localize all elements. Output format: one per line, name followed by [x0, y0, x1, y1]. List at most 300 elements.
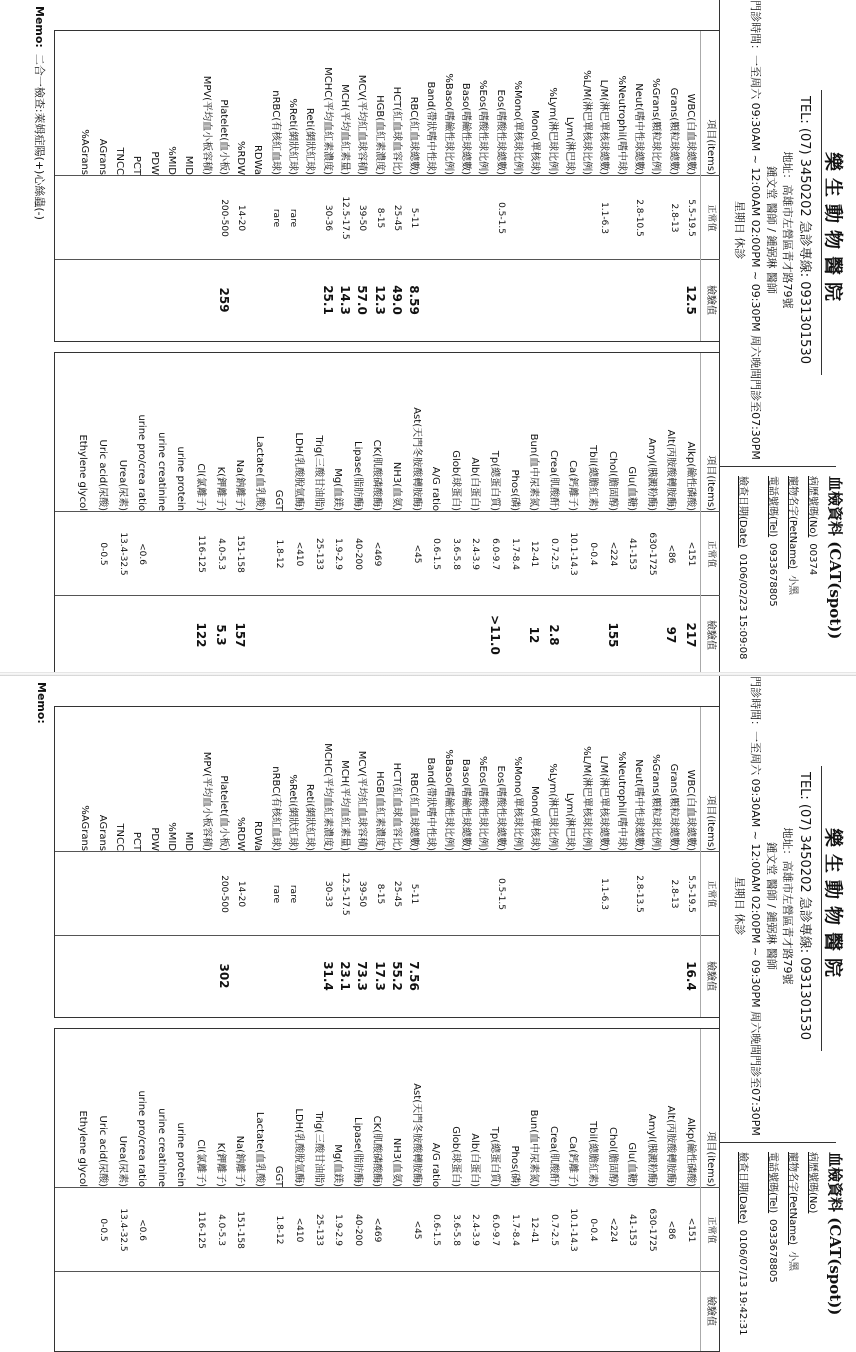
test-result: 57.0 [355, 285, 370, 315]
test-name: Lipase(脂肪酶) [351, 1117, 363, 1187]
table-row [181, 31, 196, 341]
clinic-address: 地址：高雄市左營區青才路79號 [781, 827, 794, 985]
test-name: Alb(白蛋白) [469, 457, 481, 511]
normal-range: 116-125 [196, 535, 206, 573]
test-name: Uric acid(尿酸) [97, 1115, 108, 1187]
test-name: Band(帶狀嗜中性球) [425, 81, 437, 175]
test-name: Ast(天門冬胺酸轉胺酶) [410, 1083, 422, 1187]
test-result: 55.2 [389, 961, 404, 991]
table-row [302, 31, 317, 341]
normal-range: 2.4-3.9 [470, 1214, 481, 1246]
test-name: Bun(血中尿素氮) [528, 1109, 540, 1187]
normal-range: 0.6-1.5 [431, 1214, 442, 1246]
test-name: Trig(三酸甘油脂) [312, 1111, 324, 1187]
table-row [663, 353, 678, 675]
test-name: TNCC [114, 147, 126, 175]
test-name: CK(肌酸磷酸酶) [371, 1115, 383, 1187]
test-name: %MID [166, 146, 177, 175]
test-name: Ast(天門冬胺酸轉胺酶) [410, 407, 422, 511]
table-row [134, 353, 149, 675]
test-name: Mg(血鎂) [332, 468, 344, 511]
owner-phone [767, 1152, 782, 1283]
header-items: 項目(items) [705, 455, 716, 511]
test-name: MCV(平均紅血球容積) [356, 74, 368, 175]
pet-name [787, 1152, 802, 1271]
header-items: 項目(items) [705, 795, 716, 851]
test-name: %Eos(嗜酸性球比例) [477, 80, 489, 175]
case-number-value: 00374 [807, 543, 818, 576]
normal-range: 5.5-19.5 [686, 875, 696, 913]
table-row [597, 707, 612, 1017]
test-name: %Reti(網狀紅球) [287, 774, 299, 851]
header-normal: 正常值 [706, 1216, 716, 1244]
header-result: 檢驗值 [705, 961, 716, 991]
test-name: K(鉀離子) [214, 466, 226, 511]
normal-range: 3.6-5.8 [450, 1214, 461, 1246]
exam-date [737, 476, 752, 659]
clinic-closed-day: 星期日 休診 [733, 876, 746, 936]
test-name: Mono(單核球) [529, 785, 541, 851]
table-row [487, 353, 502, 675]
test-name: L/M(淋巴單核球總數) [598, 79, 610, 175]
table-row [648, 31, 663, 341]
header-items: 項目(items) [705, 1131, 716, 1187]
table-row [112, 707, 127, 1017]
table-row [95, 353, 110, 675]
test-name: Crea(肌酸酐) [547, 450, 559, 511]
test-name: urine creatinine [155, 432, 167, 511]
hours-line-2: 02:00PM ~ 09:30PM 周六晚間門診至07:30PM [749, 219, 762, 460]
test-name: WBC(白血球總數) [685, 93, 696, 175]
header-rule [700, 353, 701, 675]
test-result: 73.3 [355, 961, 370, 991]
memo [32, 6, 48, 220]
test-name: Platelet(血小板) [217, 775, 229, 851]
header-normal: 正常值 [706, 204, 716, 232]
table-row [350, 1029, 365, 1351]
test-name: HGB(血紅素濃度) [373, 95, 385, 175]
table-row [320, 31, 335, 341]
table-row [129, 31, 144, 341]
report-title: 血檢資料 (CAT(spot)) [826, 1152, 844, 1316]
normal-range: <86 [666, 1220, 677, 1240]
test-name: TNCC [114, 823, 126, 851]
test-name: %RDW [235, 140, 247, 175]
table-row [510, 31, 525, 341]
table-row [154, 1029, 169, 1351]
normal-range: 30-36 [322, 204, 333, 232]
normal-range: 6.0-9.7 [490, 1214, 500, 1246]
normal-range: 4.0-5.3 [215, 1214, 226, 1246]
test-name: Phos(磷) [508, 469, 520, 511]
normal-range: 1.7-8.4 [509, 1214, 520, 1246]
test-name: Phos(磷) [508, 1145, 520, 1187]
table-row [507, 353, 522, 675]
normal-range: 8-15 [374, 207, 385, 229]
clinic-address: 地址：高雄市左營區青才路79號 [781, 151, 794, 309]
test-name: urine pro/crea ratio [136, 414, 148, 511]
table-row [193, 1029, 208, 1351]
table-row [216, 31, 231, 341]
table-row [389, 353, 404, 675]
test-name: GGT [273, 1165, 285, 1187]
test-result: 14.3 [338, 285, 352, 315]
title-underline [821, 766, 822, 1051]
table-row [475, 31, 490, 341]
normal-range: 12.5-17.5 [340, 196, 350, 240]
table-row [199, 707, 214, 1017]
test-name: %Lym(淋巴球比例) [546, 87, 558, 175]
table-row [199, 31, 214, 341]
test-name: PDW [148, 151, 160, 175]
memo-value: 二合一檢查:萊姆症陽(+)心絲蟲(-) [33, 53, 46, 220]
table-row [181, 707, 196, 1017]
table-row [213, 353, 228, 675]
clinic-name: 樂生動物醫院 [822, 151, 844, 308]
normal-range: <469 [372, 541, 383, 567]
table-row [428, 1029, 443, 1351]
test-name: Tp(總蛋白質) [489, 450, 500, 511]
table-row [302, 707, 317, 1017]
test-name: urine pro/crea ratio [136, 1090, 148, 1187]
test-result: 23.1 [338, 961, 352, 991]
table-row [644, 353, 659, 675]
normal-range: rare [288, 884, 299, 904]
normal-range: 5-11 [409, 207, 420, 229]
test-name: LDH(乳酸脫氫酶) [293, 432, 304, 511]
table-row [683, 353, 698, 675]
table-row [75, 353, 90, 675]
blood-report-sheet-1 [0, 0, 856, 675]
test-name: Alt(丙胺酸轉胺酶) [665, 429, 677, 511]
test-name: urine protein [175, 446, 187, 511]
test-result: 122 [194, 622, 208, 648]
test-name: Ca(鈣離子) [567, 460, 579, 511]
test-name: AGrans [96, 814, 108, 851]
test-result: 31.4 [320, 961, 335, 991]
normal-range: 30-33 [322, 880, 333, 908]
test-result: 16.4 [684, 961, 698, 991]
test-name: Glu(血糖) [626, 466, 638, 511]
table-row [285, 31, 300, 341]
normal-range: 41-153 [627, 538, 638, 570]
normal-range: 0.5-1.5 [495, 202, 506, 234]
normal-range: 10.1-14.3 [568, 1208, 579, 1252]
header-result: 檢驗值 [705, 1296, 716, 1326]
test-name: %Neutrophil(嗜中球) [615, 75, 627, 175]
test-name: Ethylene glycol [77, 434, 89, 511]
table-row [354, 707, 369, 1017]
test-name: Na(鈉離子) [234, 459, 246, 511]
test-name: Baso(嗜鹼性球總數) [460, 82, 472, 175]
header-divider [720, 1142, 836, 1143]
table-row [320, 707, 335, 1017]
normal-range: 10.1-14.3 [568, 532, 579, 576]
test-name: Reti(網狀紅球) [304, 107, 316, 175]
hours-line-1: 門診時間：一至周六 09:30AM ~ 12:00AM [749, 0, 762, 217]
table-row [354, 31, 369, 341]
table-row [424, 707, 439, 1017]
table-row [510, 707, 525, 1017]
table-row [648, 707, 663, 1017]
table-row [291, 1029, 306, 1351]
test-name: L/M(淋巴單核球總數) [598, 755, 610, 851]
test-name: MID [183, 155, 195, 175]
normal-range: 1.8-12 [274, 539, 285, 569]
test-name: %L/M(淋巴單核球比例) [581, 746, 593, 851]
test-name: HCT(紅血球血容比) [390, 86, 402, 175]
normal-range: rare [270, 208, 281, 228]
header-rule [700, 707, 701, 1017]
test-result: 217 [684, 622, 698, 648]
test-name: MPV(平均血小板容積) [200, 75, 212, 175]
test-name: Glob(球蛋白) [449, 450, 461, 511]
table-row [428, 353, 443, 675]
test-name: MPV(平均血小板容積) [200, 751, 212, 851]
report-title: 血檢資料 (CAT(spot)) [826, 476, 844, 640]
table-row [448, 353, 463, 675]
normal-range: 3.6-5.8 [450, 538, 461, 570]
test-name: RDWa [252, 820, 264, 851]
cbc-table [54, 30, 720, 342]
pet-name-label: 寵物名字(PetName) [787, 476, 798, 570]
table-row [624, 353, 639, 675]
table-row [233, 707, 248, 1017]
table-row [271, 1029, 286, 1351]
clinic-hours [748, 676, 764, 1136]
test-name: %Mono(單核球比例) [512, 80, 523, 175]
table-row [546, 353, 561, 675]
table-row [134, 1029, 149, 1351]
pet-name-label: 寵物名字(PetName) [787, 1152, 798, 1246]
normal-range: 40-200 [352, 538, 363, 570]
table-row [193, 353, 208, 675]
normal-range: 12-41 [529, 1216, 540, 1244]
table-row [409, 353, 424, 675]
test-name: %Grans(顆粒球比例) [650, 78, 662, 175]
test-name: Lym(淋巴球) [563, 792, 575, 851]
test-name: RDWa [252, 144, 264, 175]
clinic-hours [748, 0, 764, 460]
test-name: %L/M(淋巴單核球比例) [581, 70, 593, 175]
header-items: 項目(items) [705, 119, 716, 175]
test-result: >11.0 [488, 615, 502, 655]
table-row [631, 31, 646, 341]
table-row [663, 1029, 678, 1351]
table-header [703, 353, 718, 675]
normal-range: 13.4-32.5 [117, 1208, 128, 1252]
normal-range: rare [288, 208, 299, 228]
table-row [95, 707, 110, 1017]
normal-range: 2.8-13 [668, 203, 679, 233]
pet-name [787, 476, 802, 595]
table-row [173, 353, 188, 675]
normal-range: 12.5-17.5 [340, 872, 350, 916]
normal-range: 25-133 [313, 538, 324, 570]
table-row [115, 1029, 130, 1351]
pet-name-value: 小黑 [787, 575, 798, 596]
table-row [683, 1029, 698, 1351]
table-row [565, 353, 580, 675]
test-name: PCT [131, 155, 143, 175]
test-name: Eos(嗜酸性球總數) [494, 89, 506, 175]
normal-range: <151 [686, 1217, 696, 1243]
normal-range: 630-1725 [646, 532, 657, 576]
normal-range: <45 [411, 1220, 422, 1240]
table-row [666, 31, 681, 341]
table-row [154, 353, 169, 675]
normal-range: <224 [607, 1217, 618, 1243]
test-name: MCV(平均紅血球容積) [356, 750, 368, 851]
table-row [129, 707, 144, 1017]
test-name: MCH(平均血紅素量) [339, 760, 350, 851]
memo-label: Memo: [35, 682, 48, 724]
test-result: 97 [664, 626, 679, 644]
header-result: 檢驗值 [705, 285, 716, 315]
normal-range: 14-20 [236, 880, 247, 908]
test-result: 155 [605, 622, 620, 648]
test-name: MCHC(平均血紅素濃度) [321, 67, 333, 175]
table-row [475, 707, 490, 1017]
test-name: Na(鈉離子) [234, 1135, 246, 1187]
table-row [424, 31, 439, 341]
test-name: %AGrans [79, 805, 91, 851]
table-row [252, 1029, 267, 1351]
normal-range: 200-500 [218, 199, 229, 237]
test-name: GGT [273, 489, 285, 511]
test-name: PCT [131, 831, 143, 851]
table-row [164, 707, 179, 1017]
test-name: WBC(白血球總數) [685, 769, 696, 851]
test-result: 157 [233, 622, 248, 648]
table-row [350, 353, 365, 675]
table-row [467, 1029, 482, 1351]
normal-range: <469 [372, 1217, 383, 1243]
test-result: 2.8 [546, 624, 561, 646]
table-row [369, 353, 384, 675]
case-number-label: 病歷號碼(No) [807, 476, 818, 538]
test-result: 5.3 [213, 624, 228, 646]
table-row [666, 707, 681, 1017]
table-row [441, 31, 456, 341]
test-name: Amyl(胰澱粉酶) [645, 1113, 657, 1187]
test-name: Tbil(總膽紅素) [587, 445, 598, 511]
table-row [406, 707, 421, 1017]
test-name: Neut(嗜中性球總數) [633, 83, 645, 175]
normal-range: 2.8-13.5 [634, 875, 645, 913]
table-row [291, 353, 306, 675]
test-name: HGB(血紅素濃度) [373, 771, 385, 851]
test-name: Alb(白蛋白) [469, 1133, 481, 1187]
exam-date-value: 0106/07/13 19:42:31 [737, 1229, 748, 1336]
test-name: %Mono(單核球比例) [512, 756, 523, 851]
test-name: Mg(血鎂) [332, 1144, 344, 1187]
table-row [597, 31, 612, 341]
normal-range: 0-0.5 [98, 1218, 108, 1242]
table-row [458, 707, 473, 1017]
table-row [467, 353, 482, 675]
table-row [330, 353, 345, 675]
test-name: K(鉀離子) [214, 1142, 226, 1187]
test-name: Band(帶狀嗜中性球) [425, 757, 437, 851]
clinic-vets: 鍾文堂 醫師 / 鍾弼琳 醫師 [765, 842, 778, 970]
normal-range: 40-200 [352, 1214, 363, 1246]
normal-range: 1.1-6.3 [599, 202, 610, 234]
owner-phone-label: 電話號碼(Tel) [767, 476, 778, 538]
table-row [409, 1029, 424, 1351]
test-name: nRBC(有核紅血球) [269, 90, 281, 175]
clinic-phone: TEL: (07) 3450202 急診專線: 0931301530 [797, 772, 812, 1040]
table-row [605, 1029, 620, 1351]
test-name: Grans(顆粒球總數) [667, 763, 679, 851]
table-row [252, 353, 267, 675]
normal-range: 0-0.4 [588, 1218, 598, 1242]
test-name: A/G ratio [430, 1142, 442, 1187]
table-header [703, 1029, 718, 1351]
owner-phone-value: 0933678805 [767, 1219, 778, 1283]
table-row [565, 1029, 580, 1351]
normal-range: <0.6 [137, 1219, 148, 1241]
test-name: Uric acid(尿酸) [97, 439, 108, 511]
normal-range: <0.6 [137, 543, 148, 565]
normal-range: 8-15 [374, 883, 385, 905]
test-name: Lactate(血乳酸) [253, 1111, 265, 1187]
test-name: RBC(紅血球總數) [408, 96, 420, 175]
table-row [369, 1029, 384, 1351]
test-name: HCT(紅血球血容比) [390, 762, 402, 851]
test-name: %Baso(嗜鹼性球比例) [442, 749, 454, 851]
table-row [389, 1029, 404, 1351]
header-rule [700, 1029, 701, 1351]
normal-range: 1.7-8.4 [509, 538, 520, 570]
table-row [112, 31, 127, 341]
table-row [579, 31, 594, 341]
test-name: urine protein [175, 1122, 187, 1187]
table-row [389, 31, 404, 341]
test-name: MCHC(平均血紅素濃度) [321, 743, 333, 851]
table-row [330, 1029, 345, 1351]
chemistry-table [54, 1028, 720, 1352]
table-row [493, 31, 508, 341]
test-name: %Baso(嗜鹼性球比例) [442, 73, 454, 175]
test-name: NH3(血氨) [391, 1137, 402, 1187]
normal-range: 2.8-10.5 [634, 199, 645, 237]
test-name: PDW [148, 827, 160, 851]
table-row [285, 707, 300, 1017]
hours-line-2: 02:00PM ~ 09:30PM 周六晚間門診至07:30PM [749, 895, 762, 1136]
test-name: %Reti(網狀紅球) [287, 98, 299, 175]
normal-range: 2.8-13 [668, 879, 679, 909]
test-name: Ca(鈣離子) [567, 1136, 579, 1187]
test-name: Lym(淋巴球) [563, 116, 575, 175]
header-rule [700, 31, 701, 341]
test-name: Cl(氯離子) [195, 463, 206, 511]
table-row [487, 1029, 502, 1351]
normal-range: 116-125 [196, 1211, 206, 1249]
test-name: Bun(血中尿素氮) [528, 433, 540, 511]
normal-range: 5-11 [409, 883, 420, 905]
normal-range: 200-500 [218, 875, 229, 913]
test-name: Glob(球蛋白) [449, 1126, 461, 1187]
table-row [406, 31, 421, 341]
table-row [448, 1029, 463, 1351]
owner-phone-label: 電話號碼(Tel) [767, 1152, 778, 1214]
normal-range: 1.9-2.9 [333, 1214, 344, 1246]
test-name: CK(肌酸磷酸酶) [371, 439, 383, 511]
normal-range: 630-1725 [646, 1208, 657, 1252]
test-name: %MID [166, 822, 177, 851]
table-row [585, 353, 600, 675]
